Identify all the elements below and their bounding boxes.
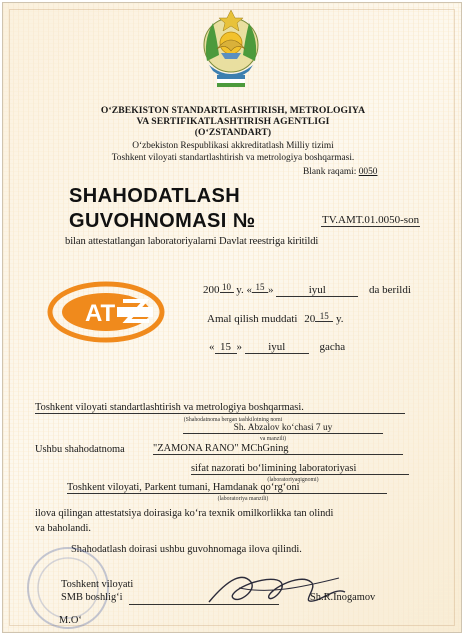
validity-y-label: y. (335, 313, 344, 325)
lab-name-caption: (laboratoriyaqignomi) (267, 477, 319, 483)
issue-close: » (268, 284, 274, 296)
agency-line-2: VA SERTIFIKATLASHTIRISH AGENTLIGI (136, 116, 330, 127)
blank-label: Blank raqami: (303, 167, 357, 177)
issue-y-label: y. « (236, 284, 253, 296)
state-emblem-icon (199, 9, 263, 91)
holder-address: Sh. Abzalov ko‘chasi 7 uy (183, 423, 383, 434)
holder-address-caption: va manzili) (259, 436, 287, 442)
regional-office: Toshkent viloyati standartlashtirish va metrologiya boshqarmasi. (111, 153, 355, 163)
lab-intro: Ushbu shahodatnoma (35, 444, 125, 455)
issue-suffix: da berildi (369, 284, 411, 296)
title-line-1: SHAHODATLASH (69, 185, 241, 207)
agency-line-3: (O‘ZSTANDART) (194, 127, 272, 138)
certificate-number: TV.AMT.01.0050-son (322, 214, 420, 226)
issue-date-row (203, 284, 411, 297)
signer-name: Sh.R.Inogamov (310, 592, 376, 603)
paragraph-2: Shahodatlash doirasi ushbu guvohnomaga ilova qilindi. (71, 544, 302, 555)
holder-name: Toshkent viloyati standartlashtirish va metrologiya boshqarmasi. (35, 402, 405, 414)
agency-header (43, 105, 423, 138)
seal-place-label: M.O‘ (59, 615, 82, 626)
signer-org-line-2: SMB boshlig‘i (61, 592, 123, 603)
handwritten-signature-icon (199, 558, 349, 618)
registry-subtitle: bilan attestatlangan laboratoriyalarni Davlat reestriga kiritildi (65, 236, 319, 247)
issue-day: 15 (252, 282, 268, 293)
blank-number (303, 167, 377, 177)
validity-label: Amal qilish muddati (207, 313, 298, 325)
validity-century: 20 (304, 313, 316, 325)
issue-month: iyul (276, 284, 358, 297)
validity-close: » (236, 341, 242, 353)
validity-suffix: gacha (319, 341, 346, 353)
issue-year: 10 (220, 282, 234, 293)
atm-logo-icon (47, 281, 165, 343)
lab-address-caption: (laboratoriya manzili) (217, 496, 269, 502)
lab-name-2: sifat nazorati bo‘limining laboratoriyasi (191, 463, 409, 475)
lab-address: Toshkent viloyati, Parkent tumani, Hamdanak qo‘rg‘oni (67, 482, 387, 494)
validity-open: « (209, 341, 215, 353)
validity-date-row (209, 341, 345, 354)
validity-month: iyul (245, 341, 309, 354)
title-line-2: GUVOHNOMASI № (69, 210, 256, 232)
logo-text: AT (85, 300, 116, 327)
issue-prefix: 200 (203, 284, 220, 296)
signer-org-line-1: Toshkent viloyati (61, 579, 134, 590)
certificate-sheet (2, 2, 462, 633)
paragraph-1-line-2: va baholandi. (35, 523, 91, 534)
validity-day: 15 (215, 341, 237, 354)
agency-line-1: O‘ZBEKISTON STANDARTLASHTIRISH, METROLOGIYA (100, 105, 366, 116)
validity-year: 15 (315, 311, 333, 322)
lab-name: "ZAMONA RANO" MChGning (153, 443, 403, 455)
accreditation-system: O‘zbekiston Respublikasi akkreditatlash Milliy tizimi (132, 141, 334, 151)
paragraph-1-line-1: ilova qilingan attestatsiya doirasiga ko‘ra texnik omilkorlikka tan olindi (35, 508, 334, 519)
validity-row (207, 313, 344, 325)
holder-name-caption: (Shahodatnoma bergan tashkilotning nomi (183, 417, 283, 423)
blank-number-value: 0050 (358, 167, 378, 177)
